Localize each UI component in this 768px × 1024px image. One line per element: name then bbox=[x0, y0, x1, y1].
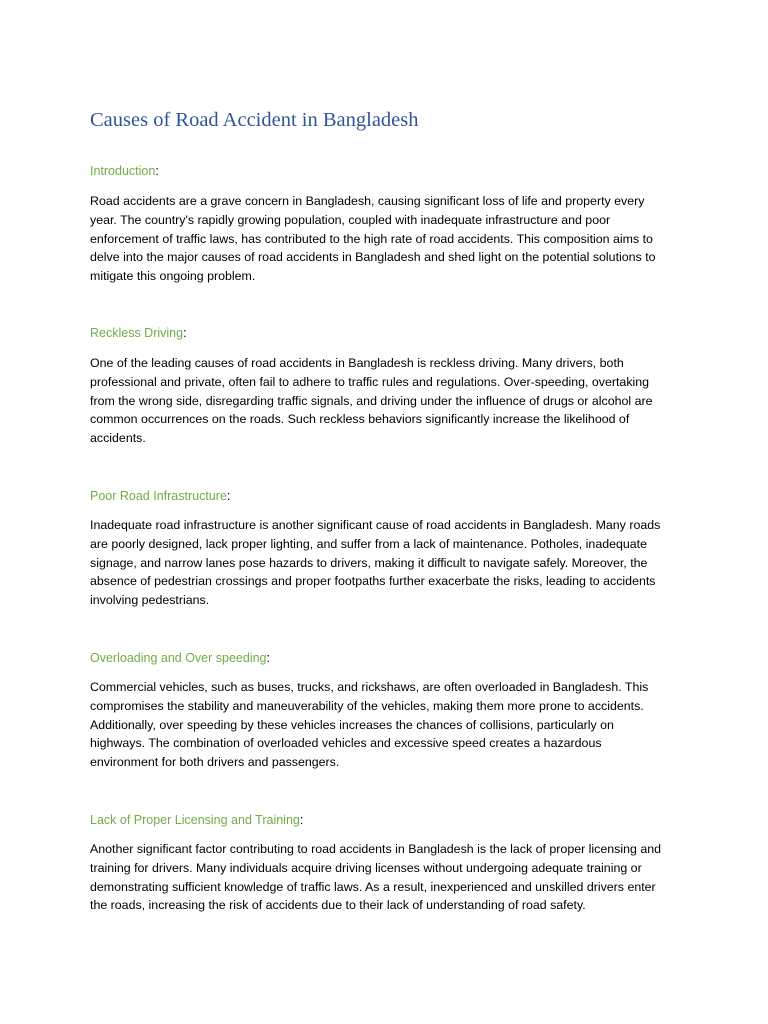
section-heading-colon: : bbox=[183, 326, 187, 340]
section-heading-colon: : bbox=[226, 489, 231, 503]
paragraph-line: Additionally, over speeding by these vehicles increases the chances of collisions, particularly on bbox=[90, 717, 614, 732]
section-body-introduction bbox=[90, 192, 682, 286]
paragraph-line: professional and private, often fail to adhere to traffic rules and regulations. Over-speeding, overtaking bbox=[90, 374, 650, 389]
paragraph-line: year. The country's rapidly growing population, coupled with inadequate infrastructure and poor bbox=[90, 212, 611, 227]
section-body-poor-road-infrastructure bbox=[90, 516, 682, 610]
section-heading-licensing-training bbox=[90, 811, 303, 830]
paragraph-line: are poorly designed, lack proper lighting, and suffer from a lack of maintenance. Potholes, inadequate bbox=[90, 536, 648, 551]
paragraph-line: involving pedestrians. bbox=[90, 593, 210, 608]
paragraph-line: environment for both drivers and passengers. bbox=[90, 755, 340, 770]
paragraph-line: highways. The combination of overloaded vehicles and excessive speed creates a hazardous bbox=[90, 736, 602, 751]
section-body-overloading bbox=[90, 678, 682, 772]
paragraph-line: training for drivers. Many individuals acquire driving licenses without undergoing adequate training or bbox=[90, 860, 642, 875]
section-heading-colon: : bbox=[155, 164, 159, 178]
section-heading-reckless-driving bbox=[90, 324, 187, 343]
paragraph-line: the roads, increasing the risk of accidents due to their lack of understanding of road safety. bbox=[90, 898, 586, 913]
section-heading-text: Overloading and Over speeding bbox=[90, 651, 267, 665]
paragraph-line: signage, and narrow lanes pose hazards to drivers, making it difficult to navigate safely. Moreover, the bbox=[90, 555, 648, 570]
section-heading-overloading bbox=[90, 649, 270, 668]
paragraph-line: mitigate this ongoing problem. bbox=[90, 269, 256, 284]
section-heading-colon: : bbox=[266, 651, 270, 665]
paragraph-line: One of the leading causes of road accidents in Bangladesh is reckless driving. Many drivers, both bbox=[90, 356, 624, 370]
paragraph-line: demonstrating sufficient knowledge of traffic laws. As a result, inexperienced and unskilled drivers enter bbox=[90, 879, 656, 894]
section-body-reckless-driving bbox=[90, 354, 682, 448]
section-heading-colon: : bbox=[299, 813, 304, 827]
section-heading-text: Introduction bbox=[90, 164, 156, 178]
paragraph-line: compromises the stability and maneuverability of the vehicles, making them more prone to accidents. bbox=[90, 698, 644, 713]
document-title: Causes of Road Accident in Bangladesh bbox=[90, 109, 419, 131]
section-body-licensing-training bbox=[90, 840, 682, 915]
paragraph-line: Road accidents are a grave concern in Bangladesh, causing significant loss of life and property every bbox=[90, 194, 645, 208]
section-heading-text: Reckless Driving bbox=[90, 326, 184, 340]
paragraph-line: Inadequate road infrastructure is another significant cause of road accidents in Bangladesh. Many roads bbox=[90, 518, 661, 532]
paragraph-line: from the wrong side, disregarding traffic signals, and driving under the influence of drugs or alcohol are bbox=[90, 393, 653, 408]
section-heading-poor-road-infrastructure bbox=[90, 487, 230, 506]
paragraph-line: Commercial vehicles, such as buses, trucks, and rickshaws, are often overloaded in Bangladesh. This bbox=[90, 680, 649, 694]
paragraph-line: Another significant factor contributing to road accidents in Bangladesh is the lack of proper licensing and bbox=[90, 842, 661, 856]
paragraph-line: enforcement of traffic laws, has contributed to the high rate of road accidents. This composition aims to bbox=[90, 231, 653, 246]
section-heading-text: Lack of Proper Licensing and Training bbox=[90, 813, 300, 827]
paragraph-line: absence of pedestrian crossings and proper footpaths further exacerbate the risks, leading to accidents bbox=[90, 574, 656, 589]
paragraph-line: delve into the major causes of road accidents in Bangladesh and shed light on the potential solutions to bbox=[90, 250, 656, 265]
section-heading-text: Poor Road Infrastructure bbox=[90, 489, 227, 503]
paragraph-line: accidents. bbox=[90, 431, 146, 446]
section-heading-introduction bbox=[90, 162, 159, 181]
paragraph-line: common occurrences on the roads. Such reckless behaviors significantly increase the likelihood of bbox=[90, 412, 630, 427]
